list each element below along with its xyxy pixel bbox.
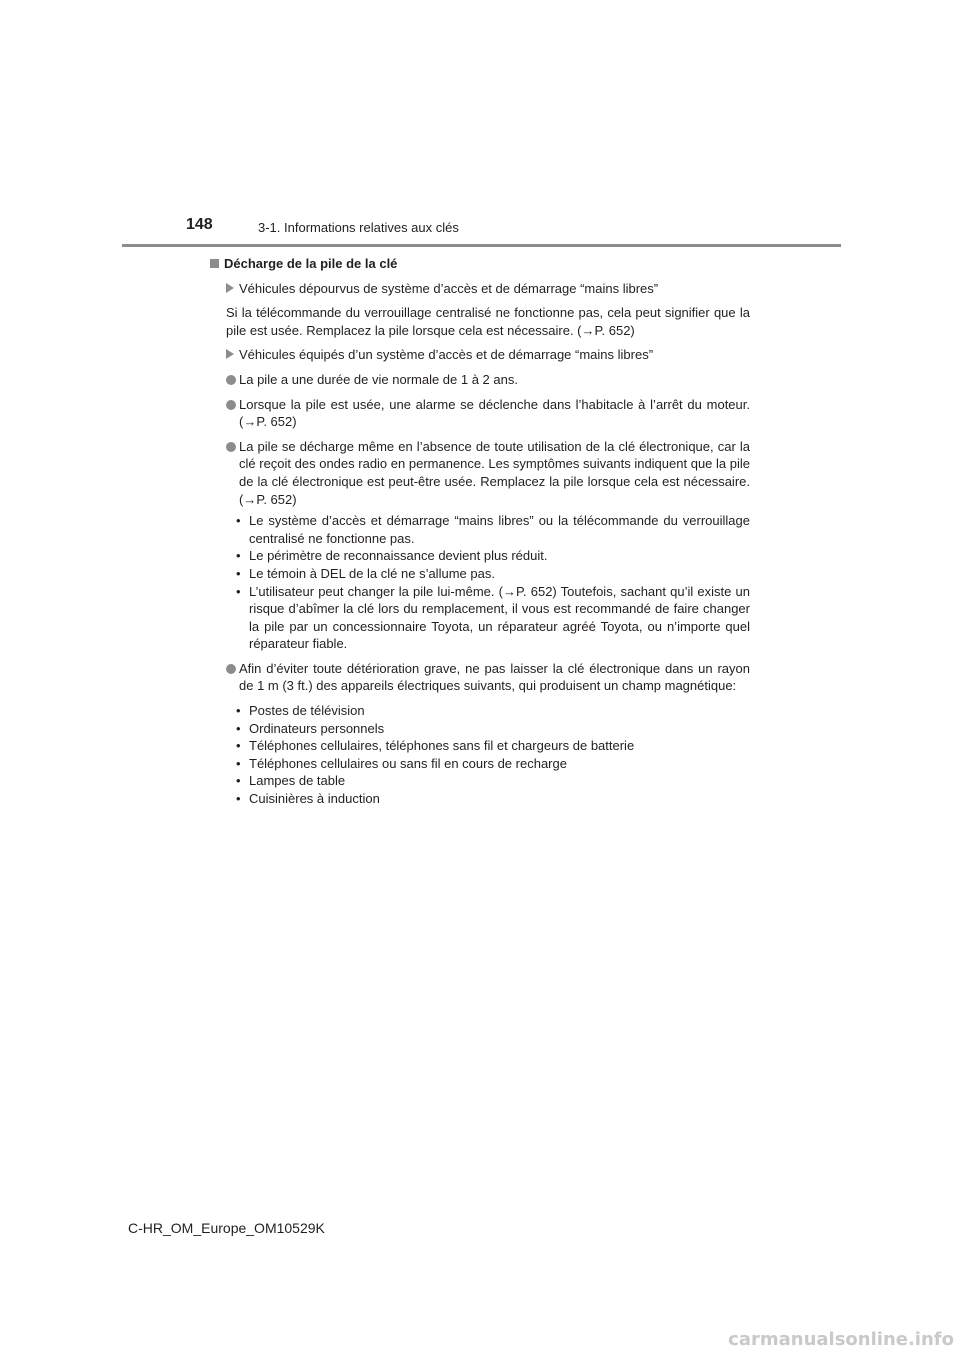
list-marker: •: [236, 773, 241, 789]
page-header: [0, 0, 960, 250]
subheading-text: Véhicules dépourvus de système d’accès et de démarrage “mains libres”: [239, 280, 659, 296]
page-number: 148: [186, 216, 213, 233]
list-item-text: Téléphones cellulaires, téléphones sans fil et chargeurs de batterie: [249, 738, 635, 754]
circle-bullet-icon: [226, 400, 236, 410]
symptoms-list: [236, 512, 750, 653]
list-marker: •: [236, 755, 241, 771]
list-item-text: Le témoin à DEL de la clé ne s’allume pas.: [249, 565, 495, 581]
circle-bullet-icon: [226, 442, 236, 452]
square-bullet-icon: [210, 259, 219, 268]
list-item-text: Ordinateurs personnels: [249, 720, 385, 736]
bullet-item: [226, 660, 750, 695]
circle-bullet-icon: [226, 664, 236, 674]
list-item-text: Le système d’accès et démarrage “mains libres” ou la télécommande du verrouillage centralisé ne fonctionne pas.: [249, 513, 750, 546]
subheading-no-smart-entry: [226, 280, 750, 298]
list-item: [236, 702, 750, 720]
document-footer: C-HR_OM_Europe_OM10529K: [128, 1220, 325, 1236]
list-item: [236, 565, 750, 583]
triangle-icon: [226, 283, 234, 293]
list-marker: •: [236, 548, 241, 564]
list-marker: •: [236, 583, 241, 599]
section-title: 3-1. Informations relatives aux clés: [258, 220, 459, 235]
list-marker: •: [236, 720, 241, 736]
bullet-text: Afin d’éviter toute détérioration grave, ne pas laisser la clé électronique dans un rayon de 1 m (3 ft.) des appareils électriques suivants, qui produisent un champ magnétique:: [239, 660, 750, 694]
list-marker: •: [236, 703, 241, 719]
list-item-text: Postes de télévision: [249, 703, 365, 719]
list-item: [236, 512, 750, 547]
list-item: [236, 547, 750, 565]
list-item-text: Cuisinières à induction: [249, 791, 380, 807]
page-content: [210, 255, 750, 815]
list-marker: •: [236, 513, 241, 529]
bullet-item: [226, 396, 750, 431]
section-heading: [210, 255, 750, 273]
bullet-item: [226, 438, 750, 508]
header-rule: [122, 244, 841, 247]
list-item: [236, 583, 750, 653]
list-marker: •: [236, 565, 241, 581]
bullet-text: La pile se décharge même en l’absence de toute utilisation de la clé électronique, car la clé reçoit des ondes radio en permanence. Les symptômes suivants indiquent que la pile de la clé électronique est peut-être usée. Remplacez la pile lorsque cela est nécessaire. (→P. 652): [239, 438, 750, 507]
list-item-text: Le périmètre de reconnaissance devient plus réduit.: [249, 548, 548, 564]
heading-text: Décharge de la pile de la clé: [224, 256, 398, 271]
subheading-smart-entry: [226, 346, 750, 364]
watermark: carmanualsonline.info: [728, 1329, 954, 1350]
list-item: [236, 772, 750, 790]
paragraph: Si la télécommande du verrouillage centralisé ne fonctionne pas, cela peut signifier que la pile est usée. Remplacez la pile lorsque cela est nécessaire. (→P. 652): [226, 305, 750, 338]
list-item: [236, 755, 750, 773]
bullet-item: [226, 371, 750, 389]
list-marker: •: [236, 738, 241, 754]
bullet-text: Lorsque la pile est usée, une alarme se déclenche dans l’habitacle à l’arrêt du moteur. (→P. 652): [239, 396, 750, 430]
list-item: [236, 737, 750, 755]
subheading-text: Véhicules équipés d’un système d’accès et de démarrage “mains libres”: [239, 347, 654, 363]
bullet-text: La pile a une durée de vie normale de 1 à 2 ans.: [239, 371, 518, 387]
list-item: [236, 720, 750, 738]
list-item-text: L’utilisateur peut changer la pile lui-même. (→P. 652) Toutefois, sachant qu’il existe un risque d’abîmer la clé lors du remplacement, il vous est recommandé de faire changer la pile par un concessionnaire Toyota, un réparateur agréé Toyota, ou n’importe quel réparateur fiable.: [249, 583, 750, 652]
list-item-text: Lampes de table: [249, 773, 346, 789]
list-item: [236, 790, 750, 808]
list-marker: •: [236, 791, 241, 807]
list-item-text: Téléphones cellulaires ou sans fil en cours de recharge: [249, 755, 567, 771]
circle-bullet-icon: [226, 375, 236, 385]
triangle-icon: [226, 349, 234, 359]
devices-list: [236, 702, 750, 808]
